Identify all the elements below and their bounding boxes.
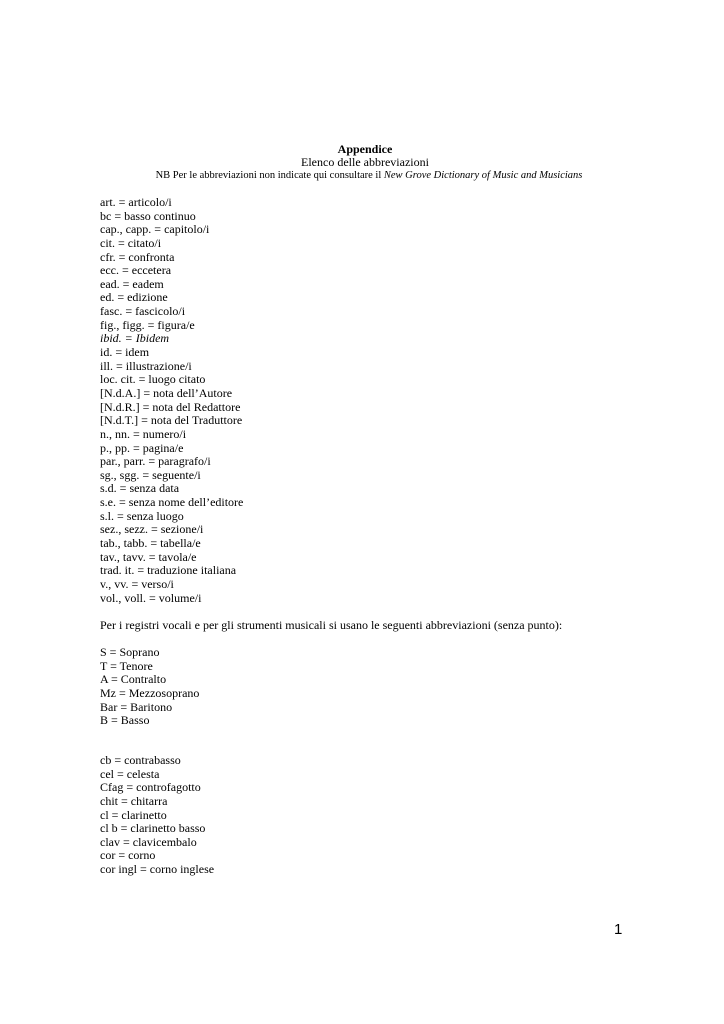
page-title: Appendice xyxy=(337,142,393,156)
abbreviations-list xyxy=(100,196,243,605)
list-item: fasc. = fascicolo/i xyxy=(100,304,186,319)
list-item: loc. cit. = luogo citato xyxy=(100,372,206,387)
list-item: chit = chitarra xyxy=(100,793,168,808)
list-item: Mz = Mezzosoprano xyxy=(100,685,200,700)
voices-intro: Per i registri vocali e per gli strumenti musicali si usano le seguenti abbreviazioni (senza punto): xyxy=(100,618,563,632)
list-item: ibid. = Ibidem xyxy=(100,331,170,346)
list-item: Bar = Baritono xyxy=(100,699,173,714)
page-subtitle: Elenco delle abbreviazioni xyxy=(301,155,429,169)
list-item: cl = clarinetto xyxy=(100,807,167,822)
list-item: p., pp. = pagina/e xyxy=(100,440,184,455)
list-item: cit. = citato/i xyxy=(100,235,162,250)
instruments-list xyxy=(100,754,214,877)
list-item: n., nn. = numero/i xyxy=(100,426,187,441)
list-item: clav = clavicembalo xyxy=(100,834,197,849)
list-item: vol., voll. = volume/i xyxy=(100,590,202,605)
list-item: ecc. = eccetera xyxy=(100,263,172,278)
list-item: tab., tabb. = tabella/e xyxy=(100,536,201,551)
list-item: sg., sgg. = seguente/i xyxy=(100,467,201,482)
list-item: cor ingl = corno inglese xyxy=(100,862,215,877)
list-item: T = Tenore xyxy=(100,658,153,673)
list-item: fig., figg. = figura/e xyxy=(100,317,195,332)
note-text: NB Per le abbreviazioni non indicate qui consultare il xyxy=(155,170,384,181)
list-item: art. = articolo/i xyxy=(100,195,172,209)
list-item: [N.d.T.] = nota del Traduttore xyxy=(100,413,243,428)
list-item: par., parr. = paragrafo/i xyxy=(100,454,211,469)
list-item: v., vv. = verso/i xyxy=(100,576,174,591)
list-item: cfr. = confronta xyxy=(100,249,175,264)
list-item: S = Soprano xyxy=(100,645,160,659)
list-item: s.l. = senza luogo xyxy=(100,508,184,523)
list-item: cel = celesta xyxy=(100,766,160,781)
list-item: ill. = illustrazione/i xyxy=(100,358,192,373)
note-reference-title: New Grove Dictionary of Music and Musicians xyxy=(383,170,583,181)
list-item: cor = corno xyxy=(100,848,156,863)
list-item: tav., tavv. = tavola/e xyxy=(100,549,197,564)
list-item: s.e. = senza nome dell’editore xyxy=(100,495,244,510)
list-item: cl b = clarinetto basso xyxy=(100,821,206,836)
list-item: A = Contralto xyxy=(100,672,167,687)
list-item: [N.d.A.] = nota dell’Autore xyxy=(100,385,233,400)
list-item: ead. = eadem xyxy=(100,276,164,291)
list-item: sez., sezz. = sezione/i xyxy=(100,522,204,537)
list-item: B = Basso xyxy=(100,713,150,728)
list-item: id. = idem xyxy=(100,345,150,360)
list-item: cap., capp. = capitolo/i xyxy=(100,222,210,237)
page-number: 1 xyxy=(614,921,623,938)
list-item: trad. it. = traduzione italiana xyxy=(100,563,237,578)
page-header xyxy=(0,143,724,183)
reference-note xyxy=(14,169,724,183)
list-item: Cfag = controfagotto xyxy=(100,780,201,795)
list-item: [N.d.R.] = nota del Redattore xyxy=(100,399,241,414)
list-item: cb = contrabasso xyxy=(100,753,181,767)
list-item: bc = basso continuo xyxy=(100,208,196,223)
voices-list xyxy=(100,646,199,728)
list-item: s.d. = senza data xyxy=(100,481,180,496)
list-item: ed. = edizione xyxy=(100,290,168,305)
